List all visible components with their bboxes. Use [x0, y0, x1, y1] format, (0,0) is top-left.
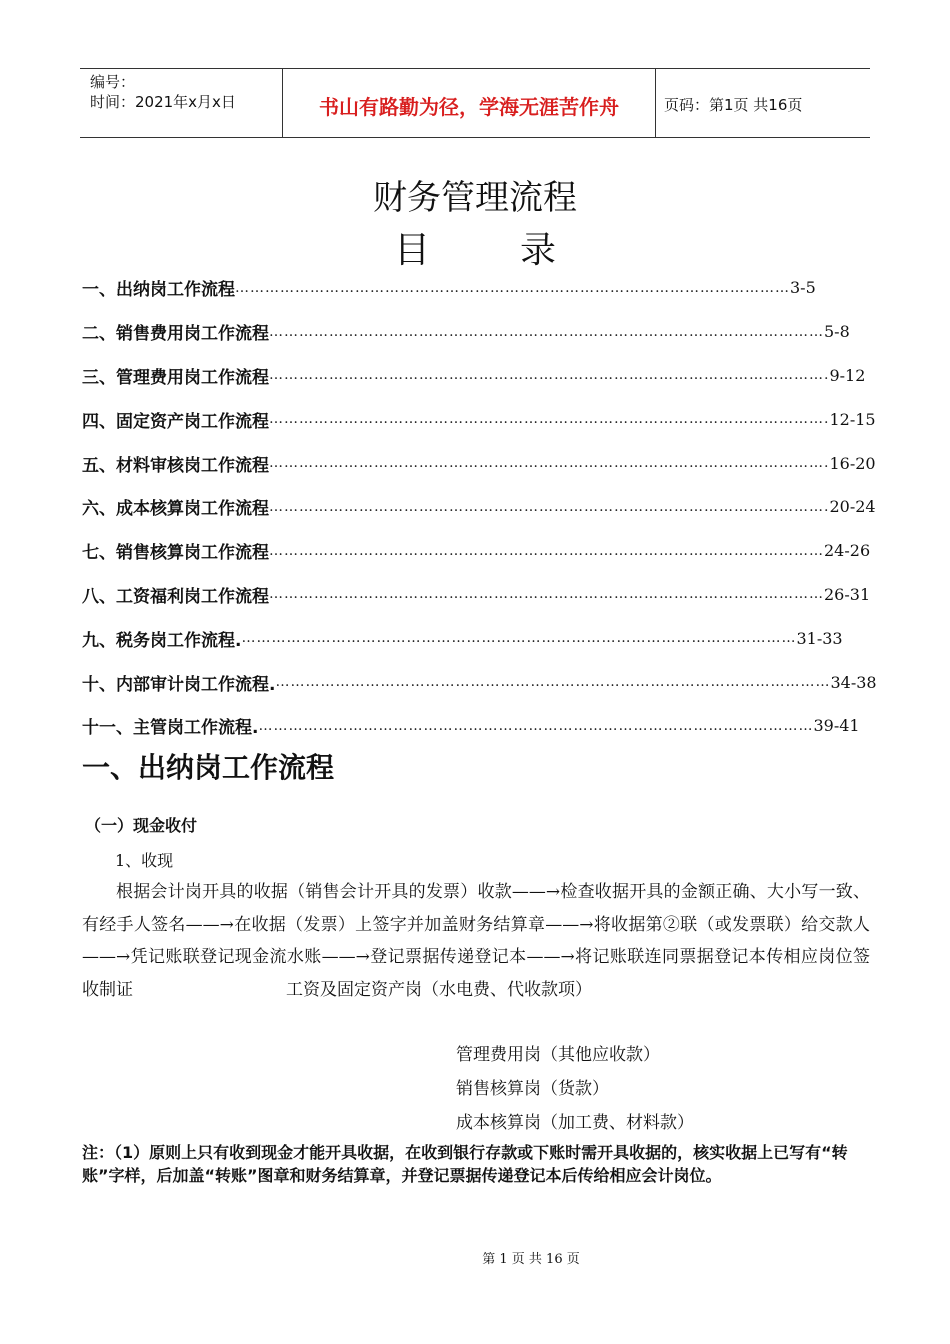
toc-item[interactable]	[82, 485, 876, 529]
page-footer: 第 1 页 共 16 页	[482, 1252, 580, 1267]
header-table	[80, 68, 870, 138]
post-item: 管理费用岗（其他应收款）	[456, 1045, 660, 1065]
toc-item[interactable]	[82, 616, 843, 660]
toc-item-label: 十一、主管岗工作流程.	[82, 718, 259, 739]
post-item: 成本核算岗（加工费、材料款）	[456, 1113, 694, 1133]
toc-item[interactable]	[82, 266, 816, 310]
toc-item-page: 12-15	[829, 409, 876, 429]
subsection-heading: （一）现金收付	[85, 816, 198, 835]
toc-item[interactable]	[82, 529, 871, 573]
post-item: 销售核算岗（货款）	[456, 1079, 609, 1099]
toc-item-label: 一、出纳岗工作流程	[82, 280, 235, 301]
toc-item-label: 十、内部审计岗工作流程.	[82, 674, 276, 695]
toc-item-leader: ………………………………………………………………………………………………….	[269, 411, 830, 428]
table-of-contents	[82, 266, 877, 748]
toc-item-leader: ………………………………………………………………………………………………….	[269, 498, 830, 515]
toc-item-page: 3-5	[790, 278, 816, 298]
toc-item-label: 六、成本核算岗工作流程	[82, 499, 269, 520]
toc-item-page: 24-26	[824, 541, 871, 561]
toc-item-page: 16-20	[829, 453, 876, 473]
header-cell-page	[656, 69, 870, 137]
toc-item[interactable]	[82, 660, 877, 704]
toc-item-label: 四、固定资产岗工作流程	[82, 411, 269, 432]
toc-item[interactable]	[82, 310, 850, 354]
toc-item-leader: …………………………………………………………………………………………………	[269, 542, 824, 559]
toc-item-leader: ………………………………………………………………………………………………….	[269, 455, 830, 472]
toc-item-leader: …………………………………………………………………………………………………	[269, 586, 824, 603]
toc-item[interactable]	[82, 354, 866, 398]
toc-item[interactable]	[82, 397, 876, 441]
toc-item-page: 26-31	[824, 584, 871, 604]
section-heading: 一、出纳岗工作流程	[82, 751, 335, 784]
toc-item-label: 三、管理费用岗工作流程	[82, 367, 269, 388]
toc-item-leader: ………………………………………………………………………………………………….	[269, 367, 830, 384]
toc-item-leader: …………………………………………………………………………………………………	[275, 674, 831, 691]
toc-item-leader: …………………………………………………………………………………………………	[241, 630, 797, 647]
document-time: 时间：2021年x月x日	[90, 93, 236, 111]
toc-item-label: 二、销售费用岗工作流程	[82, 324, 269, 345]
toc-item-label: 九、税务岗工作流程.	[82, 630, 242, 651]
toc-title: 目录	[393, 230, 646, 271]
toc-item-label: 八、工资福利岗工作流程	[82, 586, 269, 607]
header-cell-motto	[283, 69, 656, 137]
page-indicator: 页码：第1页 共16页	[664, 96, 803, 114]
toc-item-page: 20-24	[829, 497, 876, 517]
toc-item[interactable]	[82, 704, 860, 748]
item-heading: 1、收现	[115, 851, 174, 870]
toc-item[interactable]	[82, 573, 871, 617]
toc-item-page: 9-12	[829, 365, 866, 385]
document-title: 财务管理流程	[373, 178, 577, 218]
process-paragraph: 根据会计岗开具的收据（销售会计开具的发票）收款——→检查收据开具的金额正确、大小写一致、有经手人签名——→在收据（发票）上签字并加盖财务结算章——→将收据第②联（或发票联）给交款人——→凭记账联登记现金流水账——→登记票据传递登记本——→将记账联连同票据登记本传相应岗位签收制证 工资及固定资产岗（水电费、代收款项）	[82, 882, 870, 1000]
toc-item-label: 五、材料审核岗工作流程	[82, 455, 269, 476]
header-cell-meta	[80, 69, 283, 137]
note-paragraph: 注：（1）原则上只有收到现金才能开具收据，在收到银行存款或下账时需开具收据的，核实收据上已写有“转账”字样，后加盖“转账”图章和财务结算章，并登记票据传递登记本后传给相应会计岗位。	[82, 1143, 848, 1185]
toc-item-label: 七、销售核算岗工作流程	[82, 543, 269, 564]
toc-item-leader: …………………………………………………………………………………………………	[269, 323, 824, 340]
toc-item[interactable]	[82, 441, 876, 485]
motto: 书山有路勤为径，学海无涯苦作舟	[319, 95, 619, 119]
toc-item-page: 5-8	[824, 322, 850, 342]
document-number: 编号：	[90, 73, 136, 91]
toc-item-page: 34-38	[830, 672, 877, 692]
toc-item-page: 39-41	[813, 716, 860, 736]
toc-item-leader: …………………………………………………………………………………………………	[235, 279, 790, 296]
toc-item-page: 31-33	[796, 628, 843, 648]
toc-item-leader: …………………………………………………………………………………………………	[258, 717, 814, 734]
